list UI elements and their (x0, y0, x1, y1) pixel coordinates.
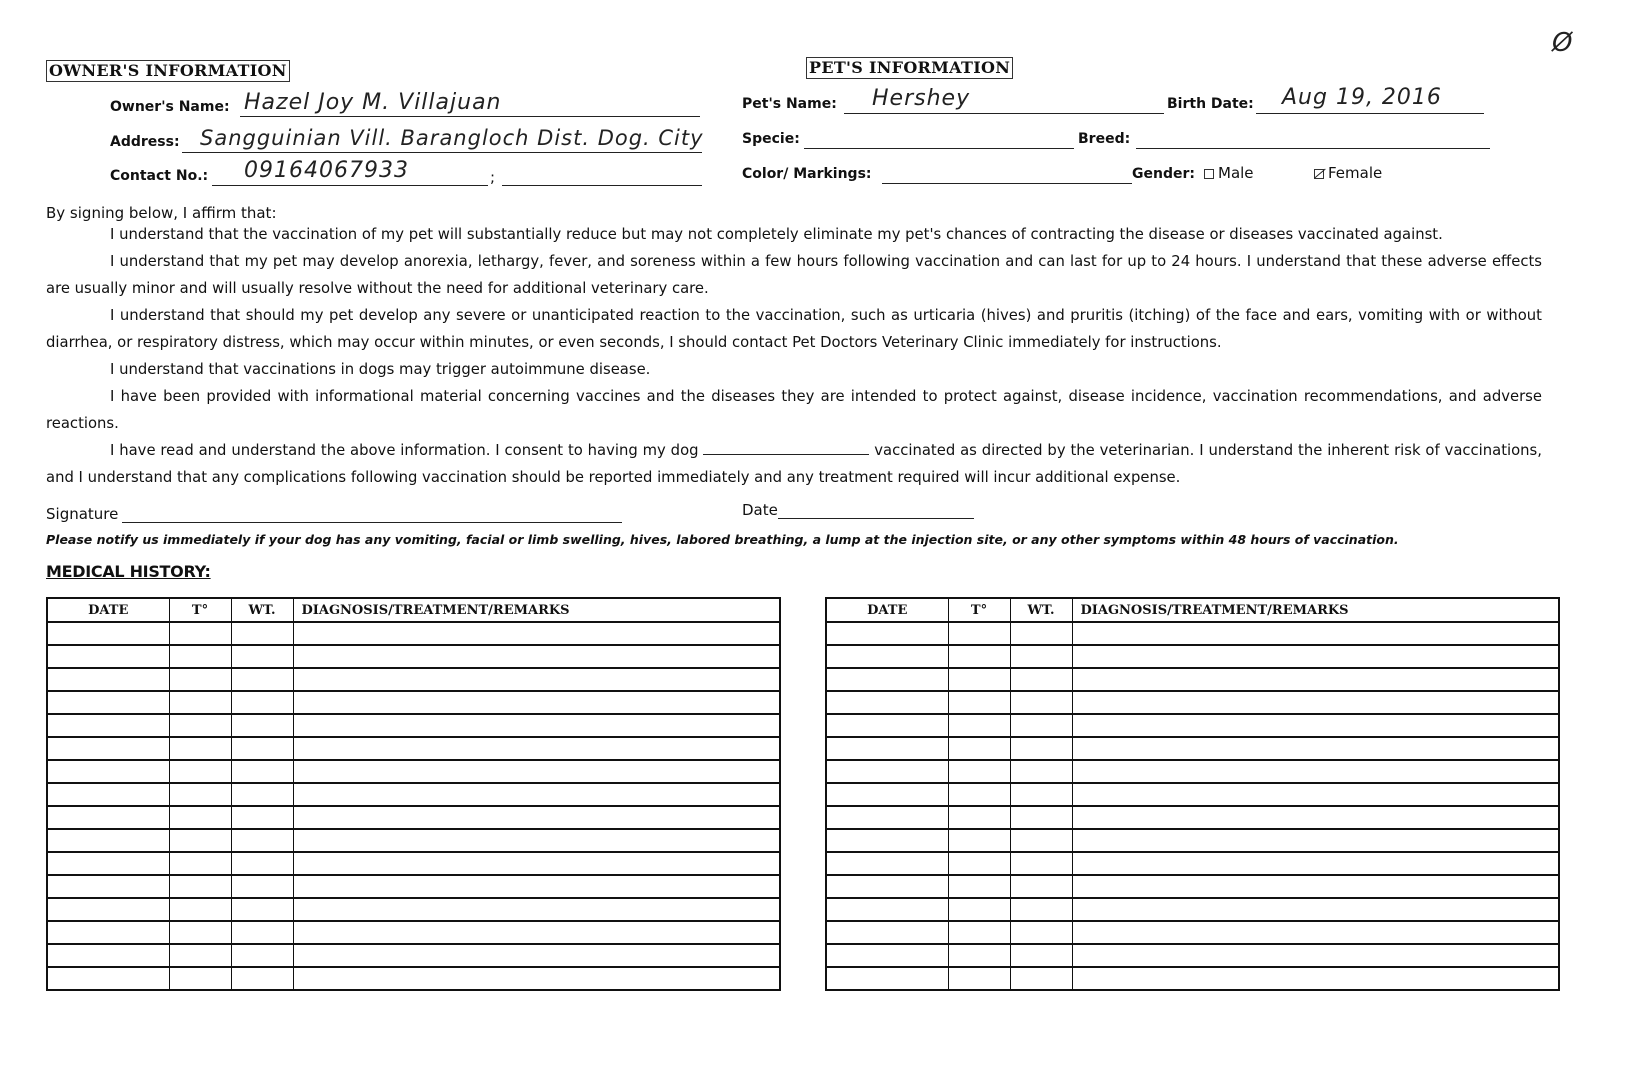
diagnosis-cell[interactable] (293, 691, 780, 714)
pet-name-label: Pet's Name: (742, 96, 837, 112)
specie-line (804, 148, 1074, 149)
specie-label: Specie: (742, 131, 800, 147)
table-header-row (47, 598, 780, 622)
table-row (826, 645, 1559, 668)
diagnosis-cell[interactable] (293, 783, 780, 806)
table-row (826, 898, 1559, 921)
color-markings-line (882, 183, 1132, 184)
weight-cell[interactable] (231, 898, 293, 921)
temperature-cell[interactable] (169, 852, 231, 875)
birth-date-label: Birth Date: (1167, 96, 1254, 112)
diagnosis-cell[interactable] (1072, 714, 1559, 737)
date-cell[interactable] (47, 944, 169, 967)
male-checkbox[interactable] (1204, 169, 1214, 179)
weight-cell[interactable] (1010, 760, 1072, 783)
weight-cell[interactable] (1010, 967, 1072, 990)
diagnosis-cell[interactable] (293, 875, 780, 898)
weight-cell[interactable] (1010, 645, 1072, 668)
address-value[interactable]: Sangguinian Vill. Barangloch Dist. Dog. City (200, 126, 704, 150)
diagnosis-cell[interactable] (1072, 944, 1559, 967)
date-cell[interactable] (826, 714, 948, 737)
medical-history-title: MEDICAL HISTORY: (46, 562, 211, 581)
table-row (826, 967, 1559, 990)
diagnosis-cell[interactable] (293, 944, 780, 967)
breed-label: Breed: (1078, 131, 1131, 147)
weight-cell[interactable] (231, 645, 293, 668)
header-date: DATE (47, 598, 169, 622)
owner-name-line (240, 116, 700, 117)
diagnosis-cell[interactable] (293, 737, 780, 760)
date-cell[interactable] (47, 898, 169, 921)
date-cell[interactable] (826, 852, 948, 875)
birth-date-line (1256, 113, 1484, 114)
date-cell[interactable] (826, 668, 948, 691)
date-cell[interactable] (47, 829, 169, 852)
temperature-cell[interactable] (169, 875, 231, 898)
temperature-cell[interactable] (948, 737, 1010, 760)
weight-cell[interactable] (231, 737, 293, 760)
header-weight: WT. (1010, 598, 1072, 622)
table-row (826, 783, 1559, 806)
diagnosis-cell[interactable] (293, 967, 780, 990)
table-row (826, 760, 1559, 783)
weight-cell[interactable] (231, 921, 293, 944)
table-row (47, 668, 780, 691)
date-cell[interactable] (47, 714, 169, 737)
diagnosis-cell[interactable] (293, 806, 780, 829)
consent-paragraph-6 (46, 437, 1542, 491)
date-cell[interactable] (47, 921, 169, 944)
table-row (47, 921, 780, 944)
date-cell[interactable] (826, 691, 948, 714)
date-cell[interactable] (826, 875, 948, 898)
temperature-cell[interactable] (948, 668, 1010, 691)
diagnosis-cell[interactable] (1072, 691, 1559, 714)
consent-paragraph-2 (46, 248, 1542, 302)
date-cell[interactable] (826, 737, 948, 760)
diagnosis-cell[interactable] (293, 622, 780, 645)
date-cell[interactable] (826, 898, 948, 921)
table-row (47, 852, 780, 875)
medical-history-table-right (825, 597, 1560, 991)
table-row (826, 944, 1559, 967)
temperature-cell[interactable] (169, 714, 231, 737)
date-cell[interactable] (47, 852, 169, 875)
gender-male-option[interactable] (1204, 164, 1254, 182)
temperature-cell[interactable] (948, 691, 1010, 714)
header-temperature: T° (169, 598, 231, 622)
consent-p3-text: I understand that should my pet develop any severe or unanticipated reaction to the vaccination, such as urticaria (hives) and pruritis (itching) of the face and ears, vomiting with or without diarrhea, or respiratory distress, which may occur within minutes, or even seconds, I should contact Pet Doctors Veterinary Clinic immediately for instructions. (46, 307, 1542, 351)
header-temperature: T° (948, 598, 1010, 622)
weight-cell[interactable] (231, 967, 293, 990)
temperature-cell[interactable] (948, 760, 1010, 783)
pet-name-line (844, 113, 1164, 114)
consent-paragraph-3 (46, 302, 1542, 356)
weight-cell[interactable] (1010, 829, 1072, 852)
dog-vaccine-blank[interactable] (703, 441, 869, 455)
gender-male-label: Male (1218, 164, 1254, 182)
signature-line[interactable] (122, 522, 622, 523)
consent-p6-text-a: I have read and understand the above information. I consent to having my dog (110, 442, 699, 459)
weight-cell[interactable] (231, 714, 293, 737)
diagnosis-cell[interactable] (1072, 760, 1559, 783)
female-checkbox-checked[interactable] (1314, 169, 1324, 179)
diagnosis-cell[interactable] (293, 898, 780, 921)
weight-cell[interactable] (1010, 691, 1072, 714)
medical-history-table-left (46, 597, 781, 991)
date-line[interactable] (778, 518, 974, 519)
table-row (826, 806, 1559, 829)
diagnosis-cell[interactable] (1072, 921, 1559, 944)
temperature-cell[interactable] (169, 645, 231, 668)
table-row (47, 783, 780, 806)
diagnosis-cell[interactable] (293, 645, 780, 668)
table-row (826, 737, 1559, 760)
header-date: DATE (826, 598, 948, 622)
consent-paragraph-1 (46, 221, 1542, 248)
weight-cell[interactable] (1010, 921, 1072, 944)
date-cell[interactable] (826, 760, 948, 783)
date-cell[interactable] (47, 783, 169, 806)
diagnosis-cell[interactable] (293, 760, 780, 783)
date-cell[interactable] (47, 668, 169, 691)
table-row (826, 921, 1559, 944)
table-row (47, 645, 780, 668)
color-markings-label: Color/ Markings: (742, 166, 872, 182)
date-cell[interactable] (47, 760, 169, 783)
table-row (47, 622, 780, 645)
weight-cell[interactable] (1010, 806, 1072, 829)
owner-section-title: OWNER'S INFORMATION (46, 60, 290, 82)
date-cell[interactable] (826, 783, 948, 806)
weight-cell[interactable] (1010, 668, 1072, 691)
signature-label: Signature (46, 505, 119, 523)
table-body-left (47, 622, 780, 990)
weight-cell[interactable] (231, 944, 293, 967)
diagnosis-cell[interactable] (1072, 967, 1559, 990)
temperature-cell[interactable] (948, 944, 1010, 967)
weight-cell[interactable] (1010, 875, 1072, 898)
address-line (182, 152, 702, 153)
date-cell[interactable] (826, 622, 948, 645)
temperature-cell[interactable] (948, 806, 1010, 829)
table-row (47, 829, 780, 852)
pet-name-value[interactable]: Hershey (872, 86, 971, 111)
date-cell[interactable] (47, 806, 169, 829)
diagnosis-cell[interactable] (293, 921, 780, 944)
weight-cell[interactable] (1010, 898, 1072, 921)
owner-name-label: Owner's Name: (110, 99, 230, 115)
diagnosis-cell[interactable] (293, 714, 780, 737)
table-row (47, 967, 780, 990)
consent-p2-text: I understand that my pet may develop anorexia, lethargy, fever, and soreness within a few hours following vaccination and can last for up to 24 hours. I understand that these adverse effects are usually minor and will usually resolve without the need for additional veterinary care. (46, 253, 1542, 297)
table-row (826, 852, 1559, 875)
weight-cell[interactable] (1010, 737, 1072, 760)
table-row (826, 714, 1559, 737)
weight-cell[interactable] (1010, 783, 1072, 806)
weight-cell[interactable] (231, 760, 293, 783)
weight-cell[interactable] (231, 875, 293, 898)
temperature-cell[interactable] (169, 760, 231, 783)
temperature-cell[interactable] (169, 806, 231, 829)
consent-p4-text: I understand that vaccinations in dogs may trigger autoimmune disease. (110, 361, 651, 378)
temperature-cell[interactable] (948, 829, 1010, 852)
temperature-cell[interactable] (169, 691, 231, 714)
table-row (826, 829, 1559, 852)
temperature-cell[interactable] (169, 783, 231, 806)
owner-name-value[interactable]: Hazel Joy M. Villajuan (244, 90, 502, 115)
temperature-cell[interactable] (169, 737, 231, 760)
date-label: Date (742, 501, 778, 519)
consent-paragraph-4 (46, 356, 1542, 383)
weight-cell[interactable] (231, 829, 293, 852)
pet-section-title: PET'S INFORMATION (806, 57, 1013, 79)
date-cell[interactable] (826, 967, 948, 990)
diagnosis-cell[interactable] (1072, 622, 1559, 645)
weight-cell[interactable] (231, 806, 293, 829)
weight-cell[interactable] (1010, 944, 1072, 967)
diagnosis-cell[interactable] (293, 829, 780, 852)
table-row (826, 691, 1559, 714)
diagnosis-cell[interactable] (1072, 783, 1559, 806)
table-row (826, 622, 1559, 645)
table-row (47, 875, 780, 898)
table-row (47, 806, 780, 829)
temperature-cell[interactable] (169, 622, 231, 645)
birth-date-value[interactable]: Aug 19, 2016 (1282, 85, 1442, 110)
consent-paragraph-5 (46, 383, 1542, 437)
consent-intro: By signing below, I affirm that: (46, 204, 277, 222)
temperature-cell[interactable] (948, 714, 1010, 737)
table-row (47, 944, 780, 967)
temperature-cell[interactable] (948, 622, 1010, 645)
weight-cell[interactable] (231, 691, 293, 714)
consent-p5-text: I have been provided with informational material concerning vaccines and the diseases they are intended to protect against, disease incidence, vaccination recommendations, and adverse reactions. (46, 388, 1542, 432)
weight-cell[interactable] (231, 668, 293, 691)
temperature-cell[interactable] (948, 921, 1010, 944)
temperature-cell[interactable] (948, 898, 1010, 921)
table-header-row (826, 598, 1559, 622)
temperature-cell[interactable] (169, 921, 231, 944)
diagnosis-cell[interactable] (1072, 737, 1559, 760)
table-row (47, 737, 780, 760)
temperature-cell[interactable] (948, 783, 1010, 806)
weight-cell[interactable] (231, 622, 293, 645)
table-row (47, 714, 780, 737)
weight-cell[interactable] (1010, 852, 1072, 875)
diagnosis-cell[interactable] (1072, 668, 1559, 691)
date-cell[interactable] (47, 691, 169, 714)
diagnosis-cell[interactable] (1072, 852, 1559, 875)
notice-text: Please notify us immediately if your dog has any vomiting, facial or limb swelling, hives, labored breathing, a lump at the injection site, or any other symptoms within 48 hours of vaccination. (46, 532, 1399, 547)
table-row (47, 760, 780, 783)
temperature-cell[interactable] (948, 645, 1010, 668)
date-cell[interactable] (826, 806, 948, 829)
diagnosis-cell[interactable] (1072, 898, 1559, 921)
temperature-cell[interactable] (169, 944, 231, 967)
consent-p6-text-b: vaccinated as directed by the veterinarian. I understand the inherent risk of vaccinations, and I understand that any complications following vaccination should be reported immediately and any treatment required will incur additional expense. (46, 442, 1542, 486)
table-row (47, 691, 780, 714)
date-cell[interactable] (47, 622, 169, 645)
header-weight: WT. (231, 598, 293, 622)
contact-line-1 (212, 185, 488, 186)
diagnosis-cell[interactable] (1072, 875, 1559, 898)
date-cell[interactable] (826, 921, 948, 944)
temperature-cell[interactable] (948, 875, 1010, 898)
address-label: Address: (110, 134, 180, 150)
contact-line-2 (502, 185, 702, 186)
temperature-cell[interactable] (948, 852, 1010, 875)
diagnosis-cell[interactable] (293, 852, 780, 875)
diagnosis-cell[interactable] (1072, 806, 1559, 829)
temperature-cell[interactable] (169, 829, 231, 852)
date-cell[interactable] (47, 737, 169, 760)
corner-annotation-mark: Ø (1552, 28, 1574, 58)
temperature-cell[interactable] (169, 668, 231, 691)
date-cell[interactable] (47, 967, 169, 990)
breed-line (1136, 148, 1490, 149)
table-row (826, 875, 1559, 898)
contact-label: Contact No.: (110, 168, 209, 184)
weight-cell[interactable] (231, 783, 293, 806)
header-diagnosis: DIAGNOSIS/TREATMENT/REMARKS (1072, 598, 1559, 622)
date-cell[interactable] (47, 875, 169, 898)
table-row (826, 668, 1559, 691)
consent-p1-text: I understand that the vaccination of my pet will substantially reduce but may not completely eliminate my pet's chances of contracting the disease or diseases vaccinated against. (110, 226, 1443, 243)
diagnosis-cell[interactable] (1072, 645, 1559, 668)
gender-female-label: Female (1328, 164, 1383, 182)
diagnosis-cell[interactable] (293, 668, 780, 691)
contact-separator: ; (490, 168, 496, 186)
date-cell[interactable] (47, 645, 169, 668)
gender-label: Gender: (1132, 166, 1195, 182)
temperature-cell[interactable] (169, 898, 231, 921)
contact-value[interactable]: 09164067933 (244, 158, 409, 183)
diagnosis-cell[interactable] (1072, 829, 1559, 852)
table-body-right (826, 622, 1559, 990)
header-diagnosis: DIAGNOSIS/TREATMENT/REMARKS (293, 598, 780, 622)
weight-cell[interactable] (1010, 622, 1072, 645)
weight-cell[interactable] (231, 852, 293, 875)
table-row (47, 898, 780, 921)
temperature-cell[interactable] (169, 967, 231, 990)
weight-cell[interactable] (1010, 714, 1072, 737)
date-cell[interactable] (826, 944, 948, 967)
date-cell[interactable] (826, 645, 948, 668)
gender-female-option[interactable] (1314, 164, 1382, 182)
temperature-cell[interactable] (948, 967, 1010, 990)
date-cell[interactable] (826, 829, 948, 852)
